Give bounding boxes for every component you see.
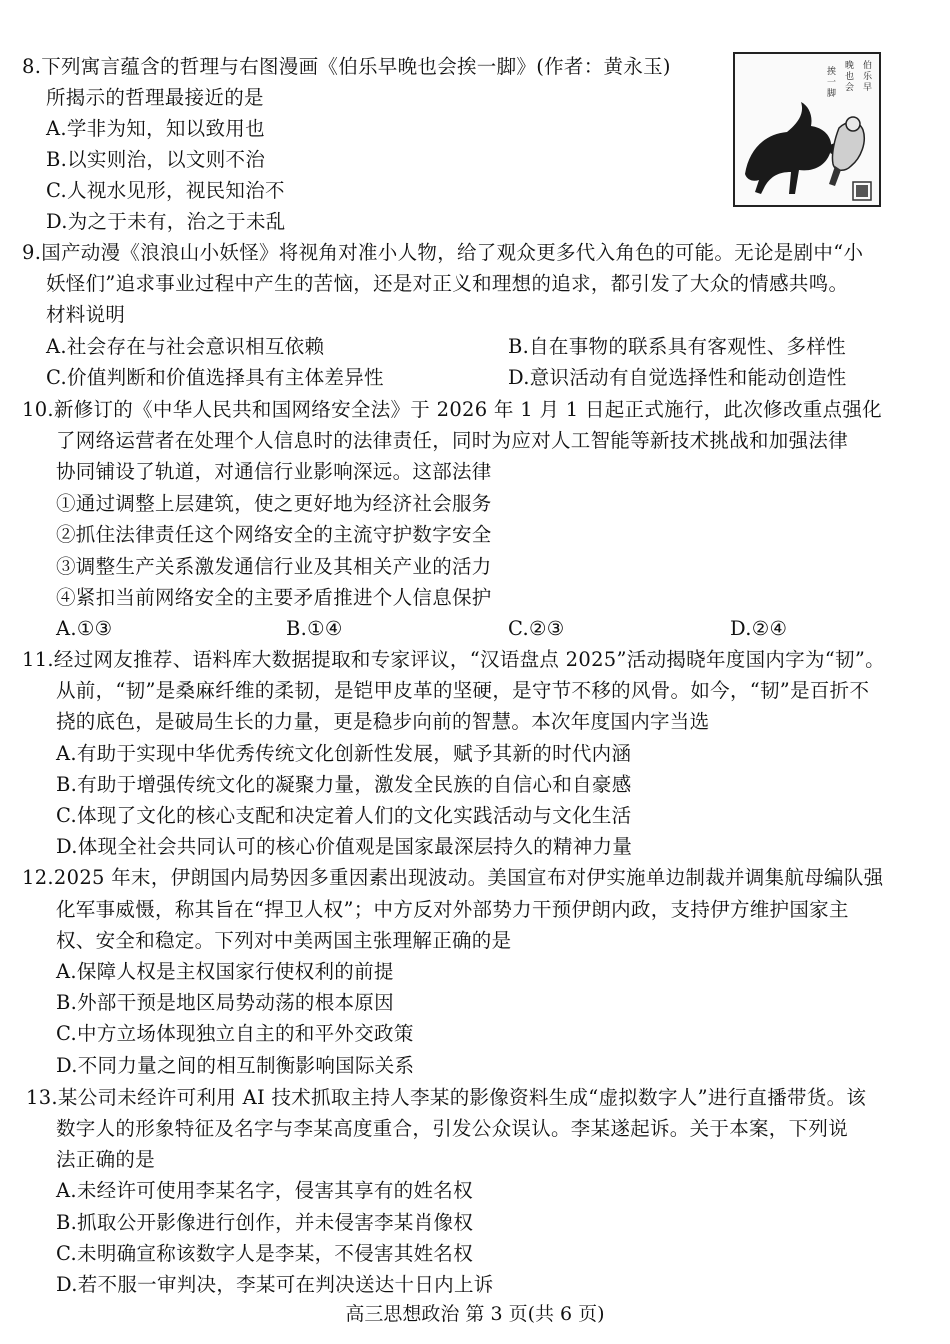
question-9-option-a: A.社会存在与社会意识相互依赖 [46, 335, 325, 358]
question-10-statement-3: ③调整生产关系激发通信行业及其相关产业的活力 [56, 555, 492, 578]
question-10-stem-line-1: 10.新修订的《中华人民共和国网络安全法》于 2026 年 1 月 1 日起正式施行，此次修改重点强化 [22, 398, 882, 421]
question-9-option-c: C.价值判断和价值选择具有主体差异性 [46, 366, 384, 389]
question-9-stem-line-3: 材料说明 [46, 303, 126, 326]
question-12-option-b: B.外部干预是地区局势动荡的根本原因 [56, 991, 394, 1014]
question-13-option-c: C.未明确宣称该数字人是李某，不侵害其姓名权 [56, 1242, 474, 1265]
inscription-col-2: 晚也会 [845, 61, 855, 93]
question-12-option-d: D.不同力量之间的相互制衡影响国际关系 [56, 1054, 415, 1077]
question-8-stem-line-2: 所揭示的哲理最接近的是 [46, 86, 264, 109]
question-12-stem-line-3: 权、安全和稳定。下列对中美两国主张理解正确的是 [56, 929, 512, 952]
question-13-option-a: A.未经许可使用李某名字，侵害其享有的姓名权 [56, 1179, 473, 1202]
question-10-option-d: D.②④ [730, 617, 788, 640]
question-9-stem-line-2: 妖怪们”追求事业过程中产生的苦恼，还是对正义和理想的追求，都引发了大众的情感共鸣。 [46, 272, 849, 295]
page-footer: 高三思想政治 第 3 页(共 6 页) [345, 1303, 605, 1325]
question-12-option-a: A.保障人权是主权国家行使权利的前提 [56, 960, 394, 983]
question-12-stem-line-1: 12.2025 年末，伊朗国内局势因多重因素出现波动。美国宣布对伊实施单边制裁并调集航母编队强 [22, 866, 884, 889]
inscription-col-3: 挨一脚 [827, 67, 837, 99]
question-13-option-d: D.若不服一审判决，李某可在判决送达十日内上诉 [56, 1273, 494, 1296]
cartoon-illustration [735, 54, 879, 205]
question-13-stem-line-3: 法正确的是 [56, 1148, 156, 1171]
horse-shape [745, 102, 831, 194]
question-11-option-c: C.体现了文化的核心支配和决定着人们的文化实践活动与文化生活 [56, 804, 632, 827]
question-11-stem-line-2: 从前，“韧”是桑麻纤维的柔韧，是铠甲皮革的坚硬，是守节不移的风骨。如今，“韧”是百折不 [56, 679, 870, 702]
question-10-statement-1: ①通过调整上层建筑，使之更好地为经济社会服务 [56, 492, 492, 515]
question-9-option-d: D.意识活动有自觉选择性和能动创造性 [508, 366, 847, 389]
question-10-statement-4: ④紧扣当前网络安全的主要矛盾推进个人信息保护 [56, 586, 492, 609]
question-10-option-c: C.②③ [508, 617, 565, 640]
question-13-stem-line-2: 数字人的形象特征及名字与李某高度重合，引发公众误认。李某遂起诉。关于本案，下列说 [56, 1117, 849, 1140]
question-11-option-b: B.有助于增强传统文化的凝聚力量，激发全民族的自信心和自豪感 [56, 773, 632, 796]
question-13-option-b: B.抓取公开影像进行创作，并未侵害李某肖像权 [56, 1211, 474, 1234]
question-11-option-d: D.体现全社会共同认可的核心价值观是国家最深层持久的精神力量 [56, 835, 633, 858]
bole-head [846, 117, 860, 131]
question-11-option-a: A.有助于实现中华优秀传统文化创新性发展，赋予其新的时代内涵 [56, 742, 632, 765]
question-10-statement-2: ②抓住法律责任这个网络安全的主流守护数字安全 [56, 523, 492, 546]
seal-stamp-inner [856, 185, 868, 197]
question-9-option-b: B.自在事物的联系具有客观性、多样性 [508, 335, 846, 358]
question-13-stem-line-1: 13.某公司未经许可利用 AI 技术抓取主持人李某的影像资料生成“虚拟数字人”进行直播带货。该 [26, 1086, 867, 1109]
question-8-option-a: A.学非为知，知以致用也 [46, 117, 265, 140]
question-12-stem-line-2: 化军事威慑，称其旨在“捍卫人权”；中方反对外部势力干预伊朗内政，支持伊方维护国家主 [56, 898, 849, 921]
question-12-option-c: C.中方立场体现独立自主的和平外交政策 [56, 1022, 414, 1045]
cartoon-figure [733, 52, 881, 207]
inscription-col-1: 伯乐早 [863, 61, 873, 93]
question-8-option-c: C.人视水见形，视民知治不 [46, 179, 285, 202]
inscription [827, 59, 873, 99]
question-9-stem-line-1: 9.国产动漫《浪浪山小妖怪》将视角对准小人物，给了观众更多代入角色的可能。无论是剧中“小 [22, 241, 864, 264]
question-11-stem-line-1: 11.经过网友推荐、语料库大数据提取和专家评议，“汉语盘点 2025”活动揭晓年度国内字为“韧”。 [22, 648, 885, 671]
question-11-stem-line-3: 挠的底色，是破局生长的力量，更是稳步向前的智慧。本次年度国内字当选 [56, 710, 710, 733]
question-8-option-b: B.以实则治，以文则不治 [46, 148, 266, 171]
question-8-option-d: D.为之于未有，治之于未乱 [46, 210, 286, 233]
question-10-option-b: B.①④ [286, 617, 343, 640]
question-8-stem-line-1: 8.下列寓言蕴含的哲理与右图漫画《伯乐早晚也会挨一脚》(作者：黄永玉) [22, 55, 671, 78]
bole-leg [829, 166, 841, 186]
question-10-option-a: A.①③ [56, 617, 113, 640]
question-10-stem-line-2: 了网络运营者在处理个人信息时的法律责任，同时为应对人工智能等新技术挑战和加强法律 [56, 429, 849, 452]
question-10-stem-line-3: 协同铺设了轨道，对通信行业影响深远。这部法律 [56, 460, 492, 483]
